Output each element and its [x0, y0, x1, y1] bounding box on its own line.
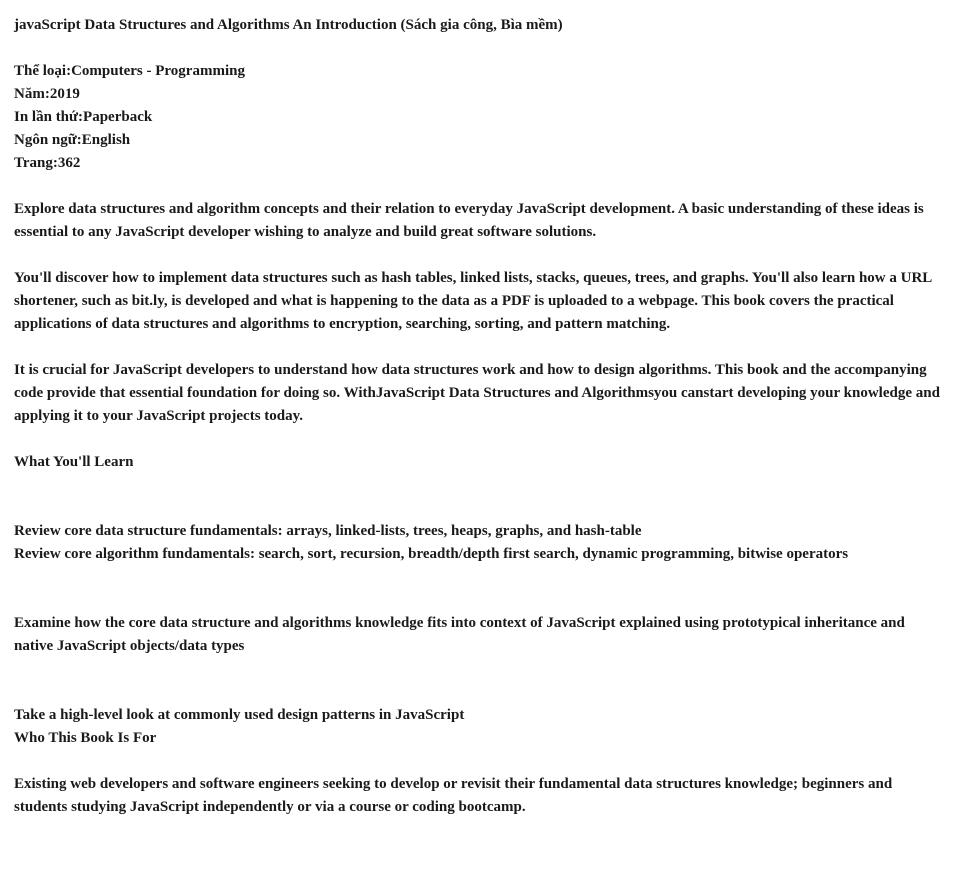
meta-category-label: Thể loại: — [14, 63, 72, 79]
description-paragraph-3: It is crucial for JavaScript developers to understand how data structures work and how to design algorithms. This book and the accompanying code provide that essential foundation for doing so. WithJavaScript Data Structures and Algorithmsyou canstart developing your knowledge and applying it to your JavaScript projects today. — [14, 362, 940, 424]
meta-pages-value: 362 — [57, 155, 81, 171]
spacer — [14, 750, 946, 773]
spacer — [14, 474, 946, 520]
spacer — [14, 175, 946, 198]
learn-item-1: Review core data structure fundamentals: arrays, linked-lists, trees, heaps, graphs, and hash-table — [14, 523, 642, 539]
meta-year-label: Năm: — [14, 86, 50, 102]
audience-text: Existing web developers and software engineers seeking to develop or revisit their fundamental data structures knowledge; beginners and students studying JavaScript independently or via a course or coding bootcamp. — [14, 776, 893, 815]
audience-heading: Who This Book Is For — [14, 730, 157, 746]
spacer — [14, 658, 946, 704]
spacer — [14, 244, 946, 267]
meta-language — [14, 129, 946, 152]
spacer — [14, 428, 946, 451]
meta-edition — [14, 106, 946, 129]
spacer — [14, 566, 946, 612]
learn-item-4: Take a high-level look at commonly used design patterns in JavaScript — [14, 707, 465, 723]
meta-edition-label: In lần thứ: — [14, 109, 84, 125]
learn-item-2: Review core algorithm fundamentals: search, sort, recursion, breadth/depth first search, dynamic programming, bitwise operators — [14, 546, 849, 562]
meta-year-value: 2019 — [49, 86, 80, 102]
meta-pages — [14, 152, 946, 175]
meta-language-value: English — [81, 132, 131, 148]
meta-pages-label: Trang: — [14, 155, 58, 171]
meta-language-label: Ngôn ngữ: — [14, 132, 82, 148]
meta-category-value: Computers - Programming — [71, 63, 245, 79]
book-title: javaScript Data Structures and Algorithms An Introduction (Sách gia công, Bìa mềm) — [14, 17, 563, 33]
spacer — [14, 37, 946, 60]
meta-edition-value: Paperback — [83, 109, 153, 125]
learn-heading: What You'll Learn — [14, 454, 134, 470]
meta-category — [14, 60, 946, 83]
meta-year — [14, 83, 946, 106]
description-paragraph-1: Explore data structures and algorithm concepts and their relation to everyday JavaScript development. A basic understanding of these ideas is essential to any JavaScript developer wishing to analyze and build great software solutions. — [14, 201, 924, 240]
description-paragraph-2: You'll discover how to implement data structures such as hash tables, linked lists, stacks, queues, trees, and graphs. You'll also learn how a URL shortener, such as bit.ly, is developed and what is happening to the data as a PDF is uploaded to a webpage. This book covers the practical applications of data structures and algorithms to encryption, searching, sorting, and pattern matching. — [14, 270, 932, 332]
spacer — [14, 336, 946, 359]
learn-item-3: Examine how the core data structure and algorithms knowledge fits into context of JavaScript explained using prototypical inheritance and native JavaScript objects/data types — [14, 615, 905, 654]
